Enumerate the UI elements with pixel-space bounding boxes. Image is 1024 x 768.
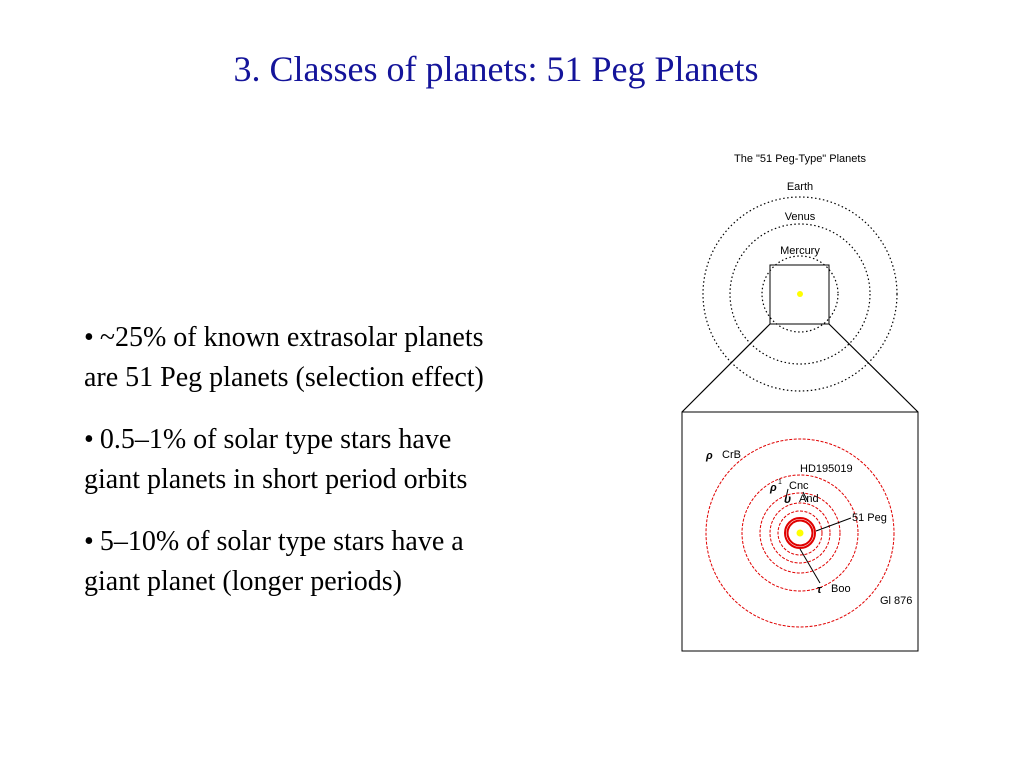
ups-and-symbol: υ	[784, 492, 792, 506]
star-marker	[797, 530, 804, 537]
sun-marker	[797, 291, 803, 297]
rho-cnc-superscript: 1	[778, 479, 782, 486]
ups-and-label: And	[799, 493, 819, 505]
zoom-connector-right	[829, 324, 918, 412]
zoom-panel	[682, 412, 918, 651]
venus-label: Venus	[784, 211, 816, 223]
rho-cnc-label: Cnc	[789, 480, 809, 492]
rho-cnc-symbol: ρ	[770, 482, 777, 494]
bullet-mark: •	[84, 322, 94, 353]
mercury-label: Mercury	[780, 245, 820, 257]
tau-boo-symbol: τ	[817, 584, 822, 596]
gl876-label: Gl 876	[880, 595, 913, 607]
slide-title: 3. Classes of planets: 51 Peg Planets	[233, 49, 759, 89]
bullet-mark: •	[84, 526, 94, 557]
rho-crb-symbol: ρ	[706, 450, 713, 462]
bullet-mark: •	[84, 424, 94, 455]
earth-label: Earth	[786, 181, 814, 193]
bullet-text-line: giant planets in short period orbits	[84, 464, 468, 495]
solar-system-diagram	[703, 181, 897, 391]
hd195019-label: HD195019	[800, 463, 853, 475]
zoom-connector-left	[682, 324, 770, 412]
rho-crb-label: CrB	[722, 449, 741, 461]
bullet-text-line: giant planet (longer periods)	[84, 566, 403, 597]
figure-caption: The "51 Peg-Type" Planets	[734, 153, 866, 165]
bullet-text-line: 0.5–1% of solar type stars have	[99, 424, 452, 455]
peg51-label: 51 Peg	[852, 512, 887, 524]
tau-boo-label: Boo	[831, 583, 851, 595]
bullet-text-line: 5–10% of solar type stars have a	[99, 526, 464, 557]
bullet-text-line: ~25% of known extrasolar planets	[99, 322, 484, 353]
bullet-text-line: are 51 Peg planets (selection effect)	[84, 362, 484, 393]
